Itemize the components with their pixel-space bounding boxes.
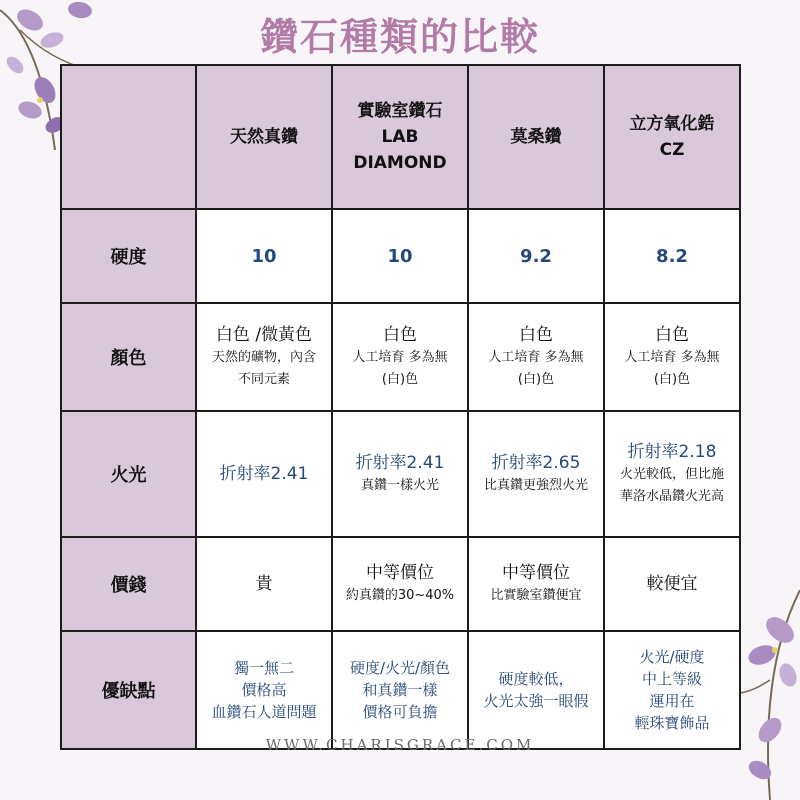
color-main: 白色 bbox=[383, 325, 417, 345]
column-header-line: 天然真鑽 bbox=[230, 127, 298, 147]
price-note: 約真鑽的30~40% bbox=[345, 588, 455, 603]
refractive-index: 折射率2.41 bbox=[355, 453, 445, 473]
proscons-cell bbox=[332, 631, 468, 749]
proscons-line: 火光太強一眼假 bbox=[483, 692, 589, 710]
proscons-line: 輕珠寶飾品 bbox=[634, 714, 710, 732]
color-note: 天然的礦物，內含 bbox=[211, 350, 316, 365]
header-row bbox=[61, 65, 740, 209]
price-main: 中等價位 bbox=[502, 563, 570, 583]
color-main: 白色 /微黃色 bbox=[215, 325, 313, 345]
row-color bbox=[61, 303, 740, 411]
proscons-cell bbox=[196, 631, 332, 749]
row-fire bbox=[61, 411, 740, 537]
fire-note: 比真鑽更強烈火光 bbox=[483, 478, 588, 493]
refractive-index: 折射率2.18 bbox=[627, 442, 717, 462]
column-header-line: DIAMOND bbox=[353, 153, 447, 173]
proscons-line: 硬度較低， bbox=[498, 670, 574, 688]
page-title: 鑽石種類的比較 bbox=[259, 15, 540, 59]
row-label-fire: 火光 bbox=[61, 411, 196, 537]
price-main: 較便宜 bbox=[646, 574, 698, 594]
proscons-cell bbox=[468, 631, 604, 749]
price-cell bbox=[468, 537, 604, 631]
header-corner bbox=[61, 65, 196, 209]
proscons-line: 價格可負擔 bbox=[362, 703, 438, 721]
proscons-line: 火光/硬度 bbox=[639, 648, 705, 666]
proscons-line: 中上等級 bbox=[641, 670, 702, 688]
hardness-value: 10 bbox=[196, 209, 332, 303]
row-price bbox=[61, 537, 740, 631]
column-header-line: 實驗室鑽石 bbox=[357, 101, 443, 121]
row-label-color: 顏色 bbox=[61, 303, 196, 411]
color-cell bbox=[332, 303, 468, 411]
color-main: 白色 bbox=[519, 325, 553, 345]
price-main: 中等價位 bbox=[366, 563, 434, 583]
fire-cell bbox=[604, 411, 740, 537]
color-note: 人工培育 多為無 bbox=[352, 350, 448, 365]
refractive-index: 折射率2.65 bbox=[491, 453, 581, 473]
price-cell bbox=[196, 537, 332, 631]
row-proscons bbox=[61, 631, 740, 749]
proscons-line: 血鑽石人道問題 bbox=[211, 703, 317, 721]
proscons-line: 和真鑽一樣 bbox=[362, 681, 438, 699]
color-cell bbox=[468, 303, 604, 411]
column-header-natural bbox=[196, 65, 332, 209]
fire-note: 真鑽一樣火光 bbox=[360, 478, 439, 493]
proscons-line: 運用在 bbox=[649, 692, 695, 710]
color-note: 人工培育 多為無 bbox=[488, 350, 584, 365]
proscons-line: 硬度/火光/顏色 bbox=[349, 659, 451, 677]
row-hardness bbox=[61, 209, 740, 303]
hardness-value: 9.2 bbox=[468, 209, 604, 303]
fire-cell bbox=[468, 411, 604, 537]
color-note: 不同元素 bbox=[237, 372, 290, 387]
column-header-line: CZ bbox=[659, 140, 685, 160]
refractive-index: 折射率2.41 bbox=[219, 464, 309, 484]
column-header-moissanite bbox=[468, 65, 604, 209]
proscons-line: 獨一無二 bbox=[233, 659, 294, 677]
website-footer[interactable]: WWW.CHARISGRACE.COM bbox=[265, 736, 535, 754]
fire-cell bbox=[332, 411, 468, 537]
color-note: (白)色 bbox=[381, 372, 419, 387]
price-note: 比實驗室鑽便宜 bbox=[490, 588, 582, 603]
column-header-line: 莫桑鑽 bbox=[510, 127, 562, 147]
price-cell bbox=[604, 537, 740, 631]
hardness-value: 10 bbox=[332, 209, 468, 303]
row-label-hardness: 硬度 bbox=[61, 209, 196, 303]
price-cell bbox=[332, 537, 468, 631]
column-header-line: 立方氧化鋯 bbox=[629, 114, 715, 134]
fire-note: 火光較低，但比施 bbox=[619, 467, 724, 482]
column-header-lab bbox=[332, 65, 468, 209]
color-note: (白)色 bbox=[517, 372, 555, 387]
color-cell bbox=[196, 303, 332, 411]
hardness-value: 8.2 bbox=[604, 209, 740, 303]
color-cell bbox=[604, 303, 740, 411]
proscons-line: 價格高 bbox=[241, 681, 287, 699]
color-note: 人工培育 多為無 bbox=[624, 350, 720, 365]
color-note: (白)色 bbox=[653, 372, 691, 387]
fire-note: 華洛水晶鑽火光高 bbox=[619, 489, 724, 504]
comparison-table bbox=[60, 64, 741, 750]
price-main: 貴 bbox=[255, 574, 273, 594]
column-header-line: LAB bbox=[381, 127, 419, 147]
proscons-cell bbox=[604, 631, 740, 749]
color-main: 白色 bbox=[655, 325, 689, 345]
row-label-proscons: 優缺點 bbox=[61, 631, 196, 749]
fire-cell bbox=[196, 411, 332, 537]
column-header-cz bbox=[604, 65, 740, 209]
row-label-price: 價錢 bbox=[61, 537, 196, 631]
